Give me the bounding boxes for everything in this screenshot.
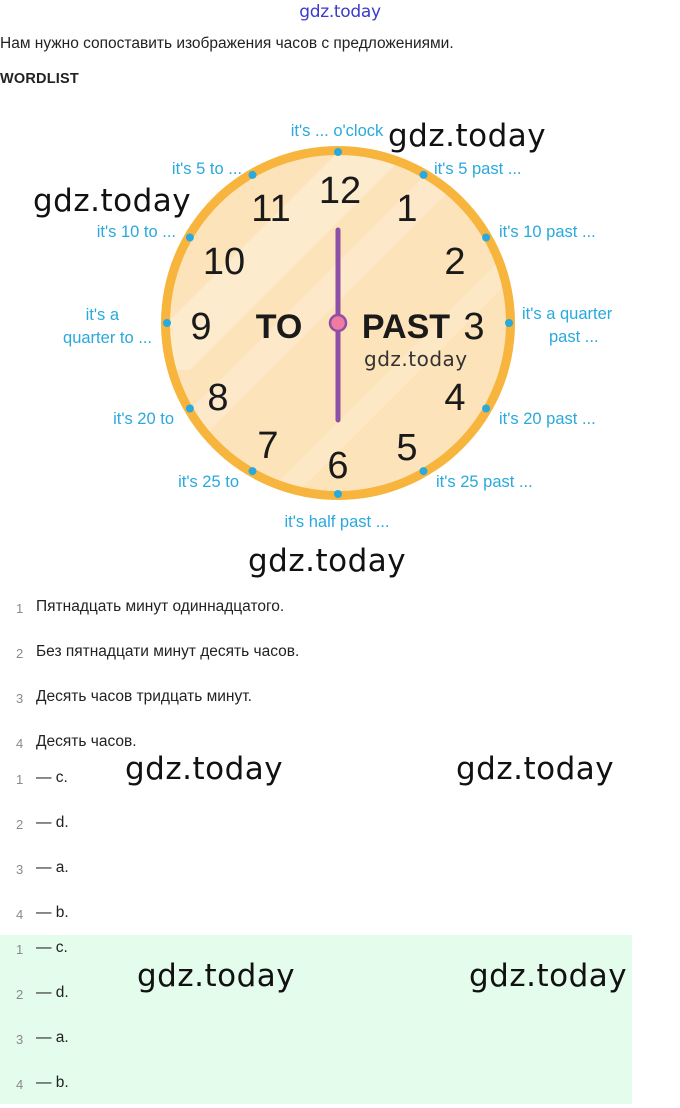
item-text: — c. bbox=[36, 769, 68, 786]
list-item bbox=[0, 727, 634, 767]
phrase-10-to: it's 10 to ... bbox=[96, 223, 176, 241]
phrase-quarter-past-1: it's a quarter bbox=[522, 305, 613, 323]
clock-number-8: 8 bbox=[207, 377, 229, 419]
item-number: 1 bbox=[16, 601, 24, 616]
list-item bbox=[0, 898, 634, 938]
item-text: — d. bbox=[36, 814, 69, 831]
clock-number-3: 3 bbox=[463, 306, 485, 348]
rim-dot bbox=[482, 234, 490, 242]
item-text: — b. bbox=[36, 1074, 69, 1091]
phrase-quarter-past-2: past ... bbox=[549, 328, 599, 346]
rim-dot bbox=[249, 467, 257, 475]
item-number: 3 bbox=[16, 1032, 24, 1047]
item-text: — d. bbox=[36, 984, 69, 1001]
clock-number-9: 9 bbox=[190, 306, 212, 348]
rim-dot bbox=[186, 234, 194, 242]
phrase-quarter-to-2: quarter to ... bbox=[63, 329, 152, 347]
clock-number-5: 5 bbox=[396, 427, 418, 469]
clock-number-1: 1 bbox=[396, 188, 418, 230]
watermark: gdz.today bbox=[248, 543, 407, 579]
list-item bbox=[0, 682, 634, 722]
list-item bbox=[0, 592, 634, 632]
watermark: gdz.today bbox=[125, 751, 284, 787]
clock-center-pin bbox=[330, 315, 346, 331]
item-number: 2 bbox=[16, 987, 24, 1002]
clock-number-4: 4 bbox=[444, 377, 466, 419]
clock-number-12: 12 bbox=[318, 170, 362, 212]
clock-number-7: 7 bbox=[257, 425, 279, 467]
item-number: 2 bbox=[16, 646, 24, 661]
phrase-20-to: it's 20 to bbox=[113, 410, 174, 428]
phrase-25-past: it's 25 past ... bbox=[436, 473, 533, 491]
watermark: gdz.today bbox=[388, 118, 547, 154]
item-number: 4 bbox=[16, 736, 24, 751]
clock-number-6: 6 bbox=[327, 445, 349, 487]
phrase-25-to: it's 25 to bbox=[178, 473, 239, 491]
item-text: — c. bbox=[36, 939, 68, 956]
list-item bbox=[0, 1068, 634, 1108]
phrase-5-past: it's 5 past ... bbox=[434, 160, 522, 178]
task-intro-text: Нам нужно сопоставить изображения часов с предложениями. bbox=[0, 35, 454, 52]
clock-number-10: 10 bbox=[202, 241, 246, 283]
phrase-20-past: it's 20 past ... bbox=[499, 410, 596, 428]
rim-dot bbox=[334, 148, 342, 156]
item-text: — a. bbox=[36, 1029, 69, 1046]
item-number: 1 bbox=[16, 772, 24, 787]
list-item bbox=[0, 808, 634, 848]
list-item bbox=[0, 637, 634, 677]
watermark: gdz.today bbox=[364, 347, 468, 371]
wordlist-heading: WORDLIST bbox=[0, 71, 79, 87]
rim-dot bbox=[186, 405, 194, 413]
item-text: Десять часов тридцать минут. bbox=[36, 688, 252, 705]
clock-illustration bbox=[0, 110, 680, 550]
rim-dot bbox=[334, 490, 342, 498]
rim-dot bbox=[505, 319, 513, 327]
rim-dot bbox=[482, 405, 490, 413]
item-text: — b. bbox=[36, 904, 69, 921]
phrase-half-past: it's half past ... bbox=[284, 513, 390, 531]
item-number: 2 bbox=[16, 817, 24, 832]
phrase-quarter-to-1: it's a bbox=[85, 306, 119, 324]
watermark: gdz.today bbox=[456, 751, 615, 787]
item-number: 3 bbox=[16, 862, 24, 877]
clock-svg bbox=[0, 110, 680, 550]
list-item bbox=[0, 853, 634, 893]
list-item bbox=[0, 763, 634, 803]
rim-dot bbox=[249, 171, 257, 179]
clock-number-2: 2 bbox=[444, 241, 466, 283]
item-text: Пятнадцать минут одиннадцатого. bbox=[36, 598, 285, 615]
list-item bbox=[0, 1023, 634, 1063]
phrase-5-to: it's 5 to ... bbox=[171, 160, 242, 178]
item-text: Без пятнадцати минут десять часов. bbox=[36, 643, 300, 660]
item-number: 3 bbox=[16, 691, 24, 706]
rim-dot bbox=[420, 467, 428, 475]
clock-number-11: 11 bbox=[251, 188, 291, 230]
clock-to-label: TO bbox=[255, 308, 303, 346]
item-text: Десять часов. bbox=[36, 733, 137, 750]
item-number: 4 bbox=[16, 1077, 24, 1092]
item-number: 4 bbox=[16, 907, 24, 922]
rim-dot bbox=[163, 319, 171, 327]
clock-past-label: PAST bbox=[361, 308, 451, 346]
site-watermark: gdz.today bbox=[299, 2, 381, 22]
phrase-10-past: it's 10 past ... bbox=[499, 223, 596, 241]
watermark: gdz.today bbox=[469, 958, 628, 994]
item-text: — a. bbox=[36, 859, 69, 876]
item-number: 1 bbox=[16, 942, 24, 957]
watermark: gdz.today bbox=[33, 183, 192, 219]
watermark: gdz.today bbox=[137, 958, 296, 994]
phrase-oclock: it's ... o'clock bbox=[290, 122, 384, 140]
rim-dot bbox=[420, 171, 428, 179]
